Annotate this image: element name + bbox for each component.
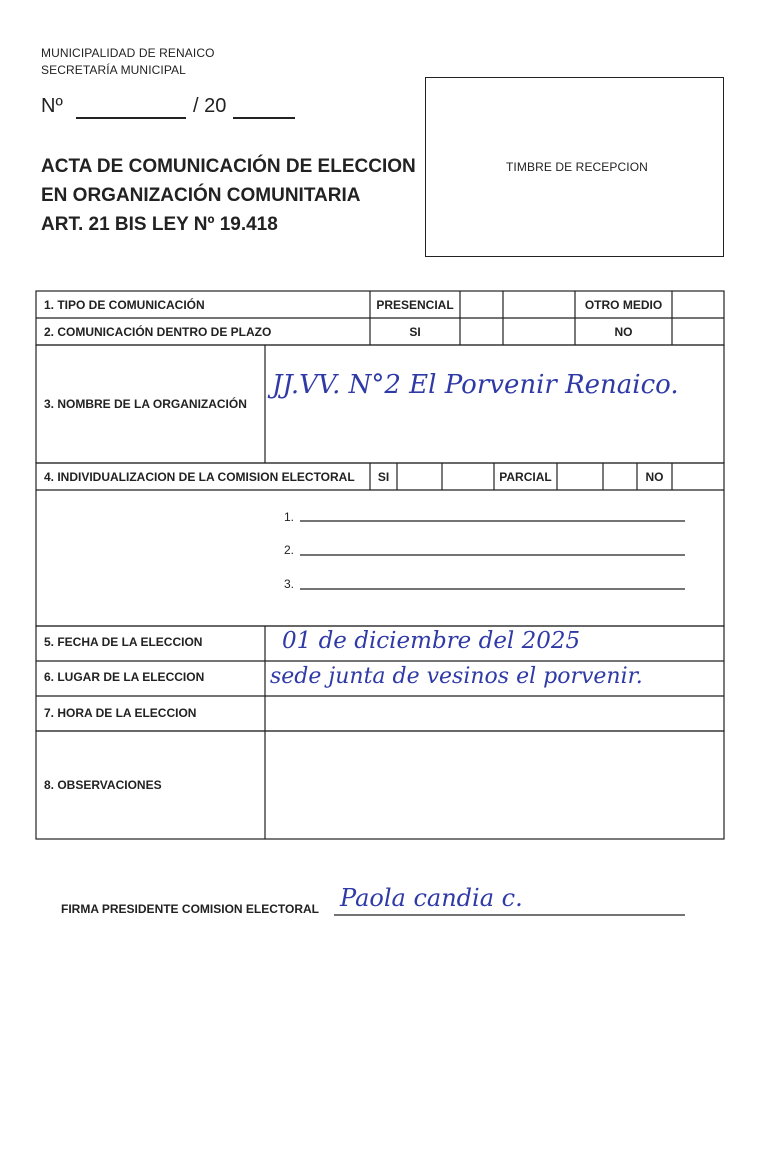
header-line-2: SECRETARÍA MUNICIPAL	[41, 63, 186, 77]
row1-option-presencial: PRESENCIAL	[376, 298, 454, 312]
member-3-field[interactable]	[300, 571, 685, 589]
row4-checkbox-no[interactable]	[673, 464, 723, 489]
row2-label: 2. COMUNICACIÓN DENTRO DE PLAZO	[44, 325, 272, 339]
row3-label: 3. NOMBRE DE LA ORGANIZACIÓN	[44, 397, 247, 411]
member-3-number: 3.	[284, 577, 295, 591]
row2-option-si: SI	[409, 325, 421, 339]
year-prefix: / 20	[193, 95, 227, 117]
row5-label: 5. FECHA DE LA ELECCION	[44, 635, 203, 649]
member-2-field[interactable]	[300, 537, 685, 555]
row2-checkbox-no[interactable]	[673, 319, 723, 344]
election-time-field[interactable]	[266, 697, 723, 730]
row1-checkbox-presencial[interactable]	[461, 292, 502, 317]
row4-option-no: NO	[645, 470, 664, 484]
member-1-field[interactable]	[300, 503, 685, 521]
row7-label: 7. HORA DE LA ELECCION	[44, 706, 197, 720]
row4-option-parcial: PARCIAL	[499, 470, 552, 484]
stamp-box-label: TIMBRE DE RECEPCION	[506, 160, 648, 174]
row1-label: 1. TIPO DE COMUNICACIÓN	[44, 298, 205, 312]
row4-checkbox-parcial[interactable]	[558, 464, 602, 489]
title-line-2: EN ORGANIZACIÓN COMUNITARIA	[41, 185, 361, 206]
signature-value[interactable]: Paola candia c.	[340, 884, 523, 912]
row4-option-si: SI	[377, 470, 390, 484]
number-prefix: Nº	[41, 95, 63, 117]
member-1-number: 1.	[284, 510, 295, 524]
election-place-value[interactable]: sede junta de vesinos el porvenir.	[270, 664, 643, 689]
row2-option-no: NO	[614, 325, 633, 339]
row8-label: 8. OBSERVACIONES	[44, 778, 162, 792]
title-line-3: ART. 21 BIS LEY Nº 19.418	[41, 214, 278, 235]
title-line-1: ACTA DE COMUNICACIÓN DE ELECCION	[41, 156, 416, 177]
row6-label: 6. LUGAR DE LA ELECCION	[44, 670, 205, 684]
header-line-1: MUNICIPALIDAD DE RENAICO	[41, 46, 215, 60]
election-date-value[interactable]: 01 de diciembre del 2025	[282, 628, 581, 654]
observations-field[interactable]	[266, 732, 723, 838]
row1-checkbox-otro-medio[interactable]	[673, 292, 723, 317]
row2-checkbox-si[interactable]	[461, 319, 502, 344]
signature-label: FIRMA PRESIDENTE COMISION ELECTORAL	[61, 902, 320, 916]
organization-name-value[interactable]: JJ.VV. N°2 El Porvenir Renaico.	[272, 370, 679, 400]
row4-checkbox-si[interactable]	[398, 464, 441, 489]
row4-label: 4. INDIVIDUALIZACION DE LA COMISION ELECTORAL	[44, 470, 355, 484]
row1-option-otro-medio: OTRO MEDIO	[584, 298, 663, 312]
member-2-number: 2.	[284, 543, 295, 557]
